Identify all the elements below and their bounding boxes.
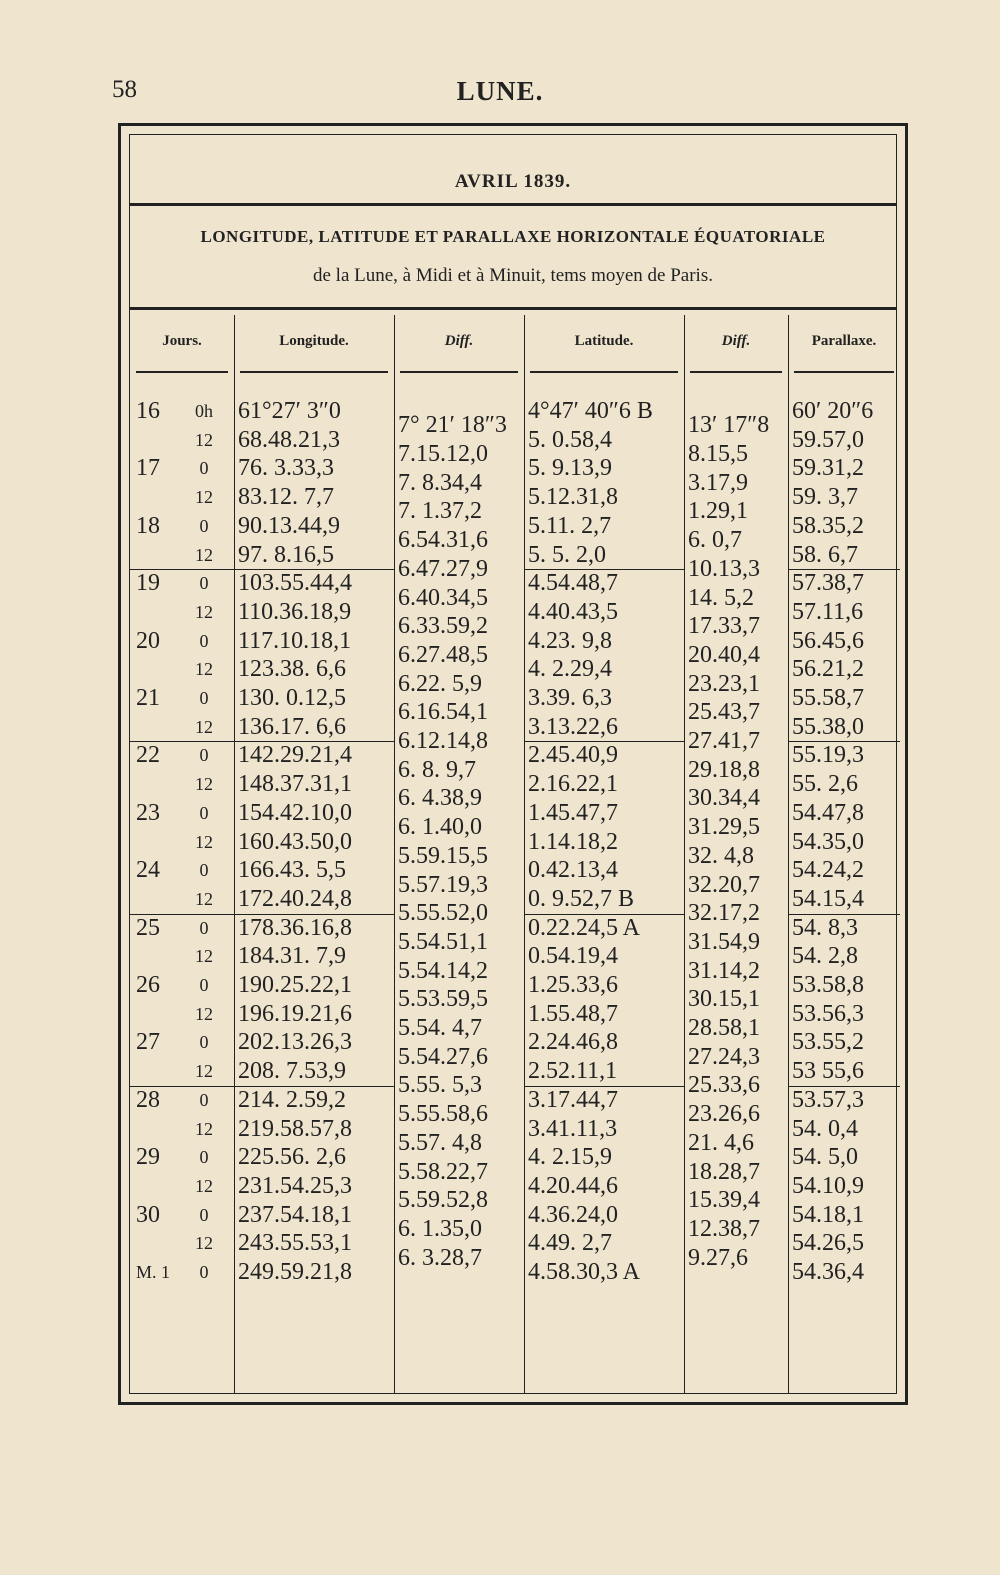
longitude-diff-cell: 5.55.52,0 xyxy=(398,900,488,927)
longitude-cell: 231.54.25,3 xyxy=(238,1172,352,1199)
hour-cell: 12 xyxy=(195,831,213,852)
parallax-cell: 53.58,8 xyxy=(792,972,864,998)
longitude-cell: 76. 3.33,3 xyxy=(238,455,334,482)
parallax-cell: 53.57,3 xyxy=(792,1086,864,1113)
latitude-cell: 4.58.30,3 A xyxy=(528,1259,641,1285)
row-separator xyxy=(234,569,394,570)
day-cell: 22 xyxy=(136,742,160,769)
latitude-cell: 0.22.24,5 A xyxy=(528,914,641,941)
latitude-diff-cell: 31.14,2 xyxy=(688,957,760,984)
day-cell: 19 xyxy=(136,570,160,597)
hour-cell: 12 xyxy=(195,1233,213,1254)
latitude-cell: 3.17.44,7 xyxy=(528,1086,618,1113)
month-title: AVRIL 1839. xyxy=(454,171,572,192)
longitude-diff-cell: 5.53.59,5 xyxy=(398,986,488,1013)
longitude-diff-cell: 5.55.58,6 xyxy=(398,1101,488,1128)
parallax-cell: 59.31,2 xyxy=(792,455,864,482)
rule xyxy=(130,307,896,310)
longitude-cell: 97. 8.16,5 xyxy=(238,541,334,568)
latitude-diff-cell: 10.13,3 xyxy=(688,555,760,582)
hour-cell: 0 xyxy=(199,860,209,881)
latitude-diff-cell: 27.24,3 xyxy=(688,1043,760,1070)
parallax-cell: 56.21,2 xyxy=(792,656,864,683)
latitude-diff-cell: 31.29,5 xyxy=(688,814,760,841)
latitude-cell: 3.39. 6,3 xyxy=(528,685,612,711)
header-underline xyxy=(530,371,678,373)
parallax-cell: 55.19,3 xyxy=(792,742,864,769)
longitude-cell: 103.55.44,4 xyxy=(238,570,352,597)
longitude-cell: 83.12. 7,7 xyxy=(238,484,334,511)
hour-cell: 12 xyxy=(195,774,213,795)
day-cell: 27 xyxy=(136,1029,160,1056)
longitude-diff-cell: 6. 3.28,7 xyxy=(398,1244,482,1271)
header-underline xyxy=(240,371,388,373)
parallax-cell: 58. 6,7 xyxy=(792,541,858,568)
row-separator xyxy=(524,569,684,570)
latitude-diff-cell: 32.20,7 xyxy=(688,871,760,898)
latitude-diff-cell: 17.33,7 xyxy=(688,613,760,640)
longitude-diff-cell: 6.33.59,2 xyxy=(398,613,488,640)
longitude-cell: 196.19.21,6 xyxy=(238,1000,352,1027)
parallax-cell: 54.47,8 xyxy=(792,799,864,826)
longitude-diff-cell: 6.22. 5,9 xyxy=(398,670,482,697)
column-divider xyxy=(788,315,789,1393)
latitude-diff-cell: 29.18,8 xyxy=(688,756,760,783)
longitude-diff-cell: 5.57.19,3 xyxy=(398,871,488,898)
longitude-diff-cell: 7. 8.34,4 xyxy=(398,469,482,496)
hour-cell: 12 xyxy=(195,601,213,622)
latitude-cell: 2.16.22,1 xyxy=(528,771,618,798)
longitude-diff-cell: 6. 8. 9,7 xyxy=(398,756,476,783)
latitude-diff-cell: 14. 5,2 xyxy=(688,584,754,611)
latitude-diff-cell: 21. 4,6 xyxy=(688,1129,754,1156)
row-separator xyxy=(788,741,900,742)
latitude-cell: 4. 2.15,9 xyxy=(528,1144,612,1171)
header-underline xyxy=(136,371,228,373)
parallax-cell: 54.10,9 xyxy=(792,1172,864,1199)
longitude-diff-cell: 6. 1.35,0 xyxy=(398,1215,482,1242)
longitude-cell: 142.29.21,4 xyxy=(238,742,352,769)
parallax-cell: 59. 3,7 xyxy=(792,484,858,511)
latitude-diff-cell: 28.58,1 xyxy=(688,1015,760,1042)
latitude-cell: 3.41.11,3 xyxy=(528,1115,618,1142)
rule xyxy=(130,203,896,206)
longitude-cell: 123.38. 6,6 xyxy=(238,656,346,683)
row-separator xyxy=(788,569,900,570)
hour-cell: 12 xyxy=(195,487,213,508)
longitude-cell: 68.48.21,3 xyxy=(238,426,340,453)
table-frame xyxy=(118,123,908,1405)
longitude-cell: 249.59.21,8 xyxy=(238,1259,352,1285)
hour-cell: 12 xyxy=(195,716,213,737)
latitude-cell: 1.14.18,2 xyxy=(528,828,618,855)
longitude-cell: 237.54.18,1 xyxy=(238,1201,352,1228)
longitude-diff-cell: 7. 1.37,2 xyxy=(398,498,482,525)
longitude-diff-cell: 5.59.15,5 xyxy=(398,842,488,869)
hour-cell: 12 xyxy=(195,1175,213,1196)
latitude-cell: 2.24.46,8 xyxy=(528,1029,618,1056)
latitude-diff-cell: 9.27,6 xyxy=(688,1244,748,1271)
day-cell: 29 xyxy=(136,1144,160,1171)
hour-cell: 12 xyxy=(195,1118,213,1139)
latitude-diff-cell: 15.39,4 xyxy=(688,1187,760,1214)
longitude-cell: 90.13.44,9 xyxy=(238,512,340,539)
row-separator xyxy=(234,741,394,742)
latitude-cell: 4°47′ 40″6 B xyxy=(528,398,653,424)
longitude-diff-cell: 7.15.12,0 xyxy=(398,441,488,468)
latitude-diff-cell: 12.38,7 xyxy=(688,1215,760,1242)
longitude-diff-cell: 6. 4.38,9 xyxy=(398,785,482,812)
longitude-diff-cell: 5.57. 4,8 xyxy=(398,1129,482,1156)
day-cell: 23 xyxy=(136,799,160,826)
row-separator xyxy=(788,1086,900,1087)
latitude-cell: 2.52.11,1 xyxy=(528,1058,618,1085)
longitude-cell: 178.36.16,8 xyxy=(238,914,352,941)
column-header-longitude: Longitude. xyxy=(279,333,349,349)
latitude-diff-cell: 1.29,1 xyxy=(688,498,748,525)
parallax-cell: 53.56,3 xyxy=(792,1000,864,1027)
longitude-cell: 190.25.22,1 xyxy=(238,972,352,998)
longitude-diff-cell: 5.54.51,1 xyxy=(398,928,488,955)
day-cell: 28 xyxy=(136,1086,160,1113)
longitude-cell: 184.31. 7,9 xyxy=(238,943,346,970)
latitude-cell: 1.45.47,7 xyxy=(528,799,618,826)
latitude-diff-cell: 32.17,2 xyxy=(688,900,760,927)
longitude-diff-cell: 5.58.22,7 xyxy=(398,1158,488,1185)
longitude-cell: 130. 0.12,5 xyxy=(238,685,346,711)
parallax-cell: 53 55,6 xyxy=(792,1058,864,1085)
latitude-cell: 2.45.40,9 xyxy=(528,742,618,769)
latitude-cell: 4.36.24,0 xyxy=(528,1201,618,1228)
hour-cell: 0 xyxy=(199,917,209,938)
longitude-diff-cell: 5.54.14,2 xyxy=(398,957,488,984)
parallax-cell: 56.45,6 xyxy=(792,627,864,654)
row-separator xyxy=(130,1086,234,1087)
hour-cell: 0 xyxy=(199,1204,209,1225)
row-separator xyxy=(788,914,900,915)
page-number: 58 xyxy=(112,76,137,103)
latitude-cell: 4.40.43,5 xyxy=(528,598,618,625)
longitude-diff-cell: 6. 1.40,0 xyxy=(398,814,482,841)
day-cell: 26 xyxy=(136,972,160,998)
parallax-cell: 54. 0,4 xyxy=(792,1115,858,1142)
parallax-cell: 55.38,0 xyxy=(792,713,864,740)
latitude-diff-cell: 32. 4,8 xyxy=(688,842,754,869)
latitude-cell: 5.12.31,8 xyxy=(528,484,618,511)
longitude-cell: 110.36.18,9 xyxy=(238,598,352,625)
parallax-cell: 54.15,4 xyxy=(792,885,864,912)
longitude-diff-cell: 5.55. 5,3 xyxy=(398,1072,482,1099)
latitude-diff-cell: 6. 0,7 xyxy=(688,527,742,554)
latitude-diff-cell: 30.34,4 xyxy=(688,785,760,812)
parallax-cell: 57.38,7 xyxy=(792,570,864,597)
latitude-cell: 0. 9.52,7 B xyxy=(528,885,635,912)
longitude-diff-cell: 6.16.54,1 xyxy=(398,699,488,726)
page-title: LUNE. xyxy=(456,76,544,106)
day-cell: 25 xyxy=(136,914,160,941)
hour-cell: 0 xyxy=(199,688,209,708)
longitude-diff-cell: 5.54. 4,7 xyxy=(398,1015,482,1042)
latitude-diff-cell: 23.23,1 xyxy=(688,670,760,697)
longitude-diff-cell: 6.40.34,5 xyxy=(398,584,488,611)
longitude-diff-cell: 7° 21′ 18″3 xyxy=(398,412,507,439)
longitude-cell: 202.13.26,3 xyxy=(238,1029,352,1056)
longitude-cell: 208. 7.53,9 xyxy=(238,1058,346,1085)
longitude-diff-cell: 5.59.52,8 xyxy=(398,1187,488,1214)
hour-cell: 12 xyxy=(195,946,213,967)
parallax-cell: 53.55,2 xyxy=(792,1029,864,1056)
latitude-cell: 0.42.13,4 xyxy=(528,857,618,884)
day-cell: 20 xyxy=(136,627,160,654)
longitude-cell: 148.37.31,1 xyxy=(238,771,352,798)
parallax-cell: 54.36,4 xyxy=(792,1259,864,1285)
row-separator xyxy=(130,741,234,742)
latitude-cell: 5. 9.13,9 xyxy=(528,455,612,482)
column-divider xyxy=(394,315,395,1393)
latitude-cell: 4.49. 2,7 xyxy=(528,1230,612,1257)
parallax-cell: 54.35,0 xyxy=(792,828,864,855)
hour-cell: 12 xyxy=(195,544,213,565)
longitude-cell: 219.58.57,8 xyxy=(238,1115,352,1142)
column-header-latitude-diff: Diff. xyxy=(721,333,751,349)
row-separator xyxy=(524,914,684,915)
parallax-cell: 59.57,0 xyxy=(792,426,864,453)
longitude-cell: 61°27′ 3″0 xyxy=(238,398,341,424)
row-separator xyxy=(524,741,684,742)
header-underline xyxy=(400,371,518,373)
latitude-cell: 1.25.33,6 xyxy=(528,972,618,998)
longitude-diff-cell: 6.54.31,6 xyxy=(398,527,488,554)
hour-cell: 0 xyxy=(199,458,209,479)
row-separator xyxy=(234,1086,394,1087)
parallax-cell: 54.18,1 xyxy=(792,1201,864,1228)
parallax-cell: 54. 2,8 xyxy=(792,943,858,970)
latitude-diff-cell: 31.54,9 xyxy=(688,928,760,955)
hour-cell: 12 xyxy=(195,1003,213,1024)
hour-cell: 12 xyxy=(195,429,213,450)
row-separator xyxy=(234,914,394,915)
longitude-diff-cell: 5.54.27,6 xyxy=(398,1043,488,1070)
longitude-diff-cell: 6.12.14,8 xyxy=(398,728,488,755)
heading-line-2: de la Lune, à Midi et à Minuit, tems moyen de Paris. xyxy=(313,265,713,286)
longitude-diff-cell: 6.47.27,9 xyxy=(398,555,488,582)
longitude-cell: 243.55.53,1 xyxy=(238,1230,352,1257)
latitude-diff-cell: 27.41,7 xyxy=(688,728,760,755)
parallax-cell: 54.24,2 xyxy=(792,857,864,884)
row-separator xyxy=(130,914,234,915)
latitude-diff-cell: 20.40,4 xyxy=(688,641,760,668)
latitude-diff-cell: 30.15,1 xyxy=(688,986,760,1013)
latitude-cell: 0.54.19,4 xyxy=(528,943,618,970)
parallax-cell: 54. 5,0 xyxy=(792,1144,858,1171)
row-separator xyxy=(130,569,234,570)
heading-line-1: LONGITUDE, LATITUDE ET PARALLAXE HORIZONTALE ÉQUATORIALE xyxy=(200,227,826,246)
latitude-diff-cell: 3.17,9 xyxy=(688,469,748,496)
column-divider xyxy=(234,315,235,1393)
column-header-longitude-diff: Diff. xyxy=(444,333,474,349)
table-inner xyxy=(129,134,897,1394)
column-header-jours: Jours. xyxy=(162,333,202,349)
parallax-cell: 58.35,2 xyxy=(792,512,864,539)
hour-cell: 0 xyxy=(199,745,209,766)
latitude-diff-cell: 23.26,6 xyxy=(688,1101,760,1128)
longitude-cell: 154.42.10,0 xyxy=(238,799,352,826)
hour-cell: 0 xyxy=(199,1147,209,1168)
header-underline xyxy=(690,371,782,373)
latitude-cell: 4.54.48,7 xyxy=(528,570,618,597)
latitude-diff-cell: 8.15,5 xyxy=(688,441,748,468)
day-cell: 18 xyxy=(136,512,160,539)
latitude-cell: 4.23. 9,8 xyxy=(528,627,612,654)
hour-cell: 0 xyxy=(199,1032,209,1053)
column-divider xyxy=(684,315,685,1393)
row-separator xyxy=(524,1086,684,1087)
hour-cell: 0 xyxy=(199,802,209,823)
hour-cell: 12 xyxy=(195,659,213,680)
latitude-cell: 5.11. 2,7 xyxy=(528,512,612,539)
longitude-cell: 172.40.24,8 xyxy=(238,885,352,912)
latitude-cell: 3.13.22,6 xyxy=(528,713,618,740)
parallax-cell: 54. 8,3 xyxy=(792,914,858,941)
hour-cell: 0 xyxy=(199,1089,209,1110)
latitude-diff-cell: 25.43,7 xyxy=(688,699,760,726)
column-header-latitude: Latitude. xyxy=(574,333,634,349)
longitude-cell: 117.10.18,1 xyxy=(238,627,352,654)
day-cell: M. 1 xyxy=(136,1262,171,1282)
parallax-cell: 54.26,5 xyxy=(792,1230,864,1257)
hour-cell: 12 xyxy=(195,888,213,909)
day-cell: 24 xyxy=(136,857,160,884)
hour-cell: 12 xyxy=(195,1061,213,1082)
longitude-cell: 166.43. 5,5 xyxy=(238,857,346,884)
parallax-cell: 55.58,7 xyxy=(792,685,864,711)
column-divider xyxy=(524,315,525,1393)
column-header-parallaxe: Parallaxe. xyxy=(811,333,877,349)
day-cell: 21 xyxy=(136,685,160,711)
parallax-cell: 57.11,6 xyxy=(792,598,864,625)
latitude-diff-cell: 13′ 17″8 xyxy=(688,412,770,439)
longitude-cell: 214. 2.59,2 xyxy=(238,1086,346,1113)
parallax-cell: 60′ 20″6 xyxy=(792,398,874,424)
header-underline xyxy=(794,371,894,373)
latitude-cell: 4. 2.29,4 xyxy=(528,656,612,683)
latitude-diff-cell: 18.28,7 xyxy=(688,1158,760,1185)
hour-cell: 0 xyxy=(199,573,209,594)
day-cell: 16 xyxy=(136,398,160,424)
latitude-diff-cell: 25.33,6 xyxy=(688,1072,760,1099)
latitude-cell: 1.55.48,7 xyxy=(528,1000,618,1027)
longitude-cell: 225.56. 2,6 xyxy=(238,1144,346,1171)
hour-cell: 0 xyxy=(199,515,209,536)
hour-cell: 0 xyxy=(199,975,209,995)
latitude-cell: 5. 0.58,4 xyxy=(528,426,612,453)
parallax-cell: 55. 2,6 xyxy=(792,771,858,798)
longitude-diff-cell: 6.27.48,5 xyxy=(398,641,488,668)
hour-cell: 0 xyxy=(199,1262,209,1282)
latitude-cell: 5. 5. 2,0 xyxy=(528,541,606,568)
longitude-cell: 160.43.50,0 xyxy=(238,828,352,855)
day-cell: 17 xyxy=(136,455,160,482)
latitude-cell: 4.20.44,6 xyxy=(528,1172,618,1199)
hour-cell: 0 xyxy=(199,630,209,651)
longitude-cell: 136.17. 6,6 xyxy=(238,713,346,740)
day-cell: 30 xyxy=(136,1201,160,1228)
hour-cell: 0h xyxy=(195,401,213,421)
